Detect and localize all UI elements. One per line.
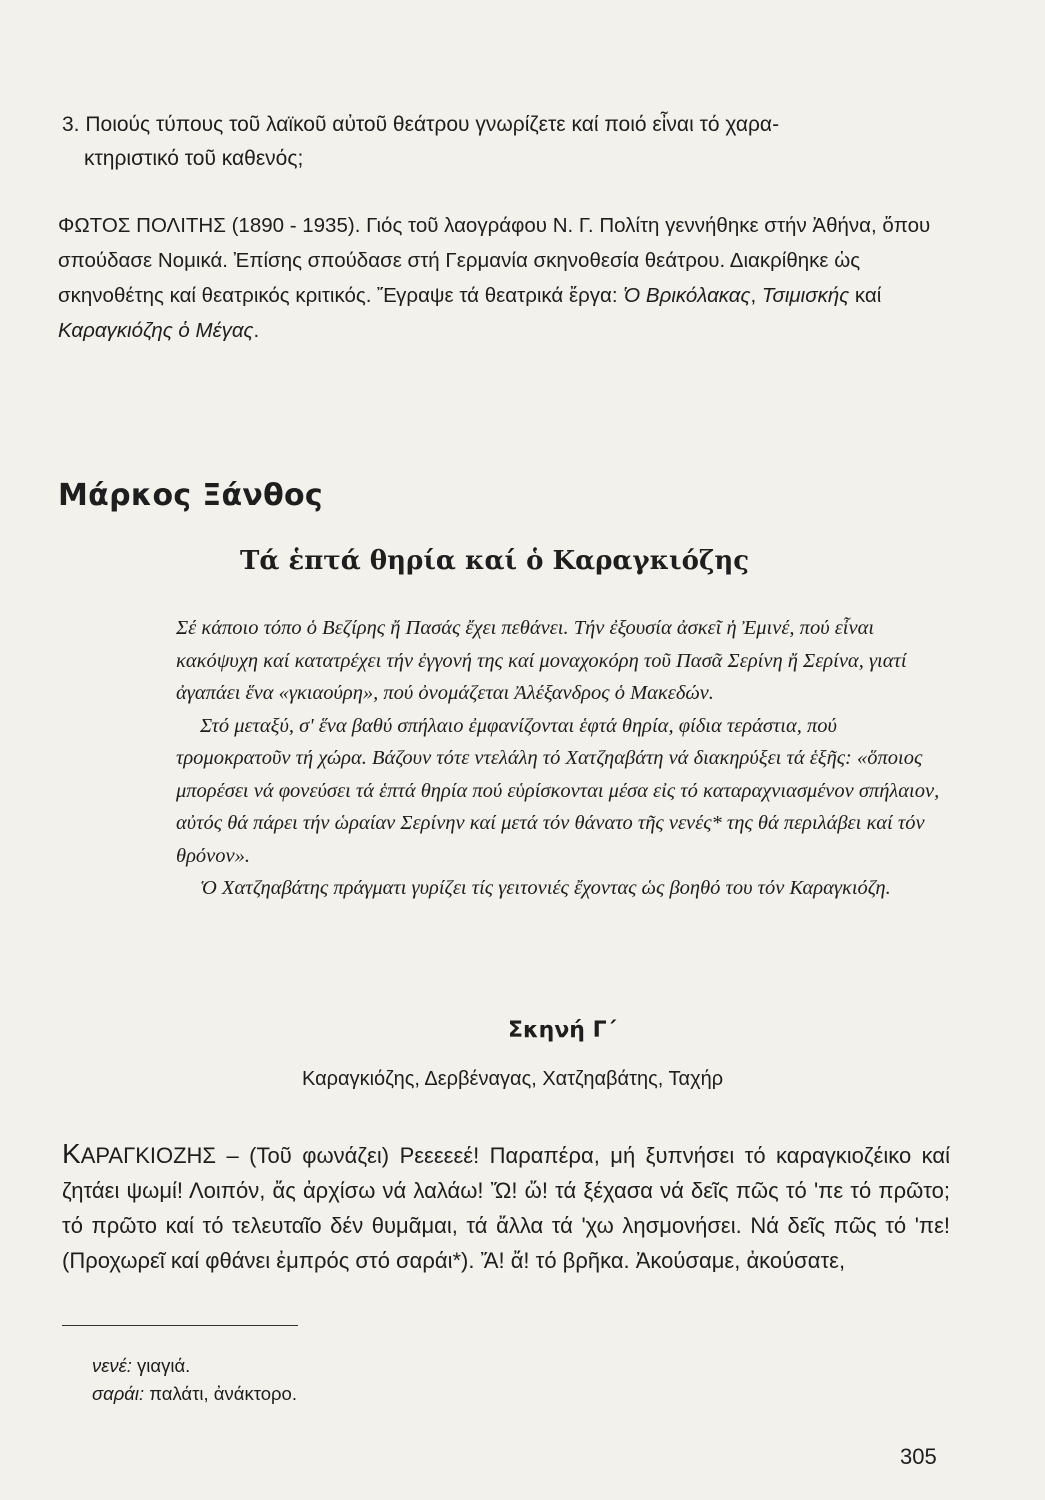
work-title: Τσιμισκής xyxy=(761,284,850,307)
plot-summary xyxy=(176,612,946,905)
work-title: Ὁ Βρικόλακας xyxy=(623,284,751,307)
summary-paragraph: Σέ κάποιο τόπο ὁ Βεζίρης ἤ Πασάς ἔχει πεθάνει. Τήν ἐξουσία ἀσκεῖ ἡ Ἐμινέ, πού εἶναι κακόψυχη καί κατατρέχει τήν ἐγγονή της καί μοναχοκόρη τοῦ Πασᾶ Σερίνη ἤ Σερίνα, γιατί ἀγαπάει ἕνα «γκιαούρη», πού ὀνομάζεται Ἀλέξανδρος ὁ Μακεδών. xyxy=(176,617,907,704)
author-heading: Μάρκος Ξάνθος xyxy=(58,478,323,513)
footnote: σαράι: παλάτι, ἀνάκτορο. xyxy=(92,1383,297,1404)
question-line-2: κτηριστικό τοῦ καθενός; xyxy=(84,147,304,170)
dialogue-paragraph xyxy=(62,1136,950,1278)
question-number: 3. xyxy=(62,113,80,136)
footnote: νενέ: γιαγιά. xyxy=(92,1355,191,1376)
work-title: Καραγκιόζης ὁ Μέγας xyxy=(58,319,254,342)
summary-paragraph: Ὁ Χατζηαβάτης πράγματι γυρίζει τίς γειτονιές ἔχοντας ὡς βοηθό του τόν Καραγκιόζη. xyxy=(200,877,891,899)
question-line-1: 3. Ποιούς τύπους τοῦ λαϊκοῦ αὐτοῦ θεάτρου γνωρίζετε καί ποιό εἶναι τό χαρα- xyxy=(62,113,780,136)
author-biography: ΦΩΤΟΣ ΠΟΛΙΤΗΣ (1890 - 1935). Γιός τοῦ λαογράφου Ν. Γ. Πολίτη γεννήθηκε στήν Ἀθήνα, ὅπου σπούδασε Νομικά. Ἐπίσης σπούδασε στή Γερμανία σκηνοθεσία θεάτρου. Διακρίθηκε ὡς σκηνοθέτης καί θεατρικός κριτικός. Ἔγραψε τά θεατρικά ἔργα: Ὁ Βρικόλακας, Τσιμισκής καί Καραγκιόζης ὁ Μέγας. xyxy=(58,214,931,342)
footnotes xyxy=(92,1352,297,1408)
scene-heading: Σκηνή Γ΄ xyxy=(508,1018,617,1043)
speaker-initial: Κ xyxy=(62,1138,81,1169)
speaker-name: ΑΡΑΓΚΙΟΖΗΣ xyxy=(80,1143,217,1168)
play-title: Τά ἑπτά θηρία καί ὁ Καραγκιόζης xyxy=(240,546,750,576)
scene-characters: Καραγκιόζης, Δερβέναγας, Χατζηαβάτης, Ταχήρ xyxy=(302,1068,724,1090)
summary-paragraph: Στό μεταξύ, σ' ἕνα βαθύ σπήλαιο ἐμφανίζονται ἑφτά θηρία, φίδια τεράστια, πού τρομοκρατοῦν τή χώρα. Βάζουν τότε ντελάλη τό Χατζηαβάτη νά διακηρύξει τά ἑξῆς: «ὅποιος μπορέσει νά φονεύσει τά ἑπτά θηρία πού εὑρίσκονται μέσα εἰς τό καταραχνιασμένον σπήλαιον, αὐτός θά πάρει τήν ὡραίαν Σερίνην καί μετά τόν θάνατο τῆς νενές* της θά περιλάβει καί τόν θρόνον». xyxy=(176,714,940,867)
footnote-rule xyxy=(62,1325,298,1326)
study-question xyxy=(62,108,922,176)
dialogue-text: – (Τοῦ φωνάζει) Ρεεεεεέ! Παραπέρα, μή ξυπνήσει τό καραγκιοζέικο καί ζητάει ψωμί! Λοιπόν, ἄς ἀρχίσω νά λαλάω! Ὤ! ὤ! τά ξέχασα νά δεῖς πῶς τό 'πε τό πρῶτο; τό πρῶτο καί τό τελευταῖο δέν θυμᾶμαι, τά ἄλλα τά 'χω λησμονήσει. Νά δεῖς πῶς τό 'πε! (Προχωρεῖ καί φθάνει ἐμπρός στό σαράι*). Ἄ! ἄ! τό βρῆκα. Ἀκούσαμε, ἀκούσατε, xyxy=(62,1143,950,1273)
page-number: 305 xyxy=(900,1444,937,1469)
